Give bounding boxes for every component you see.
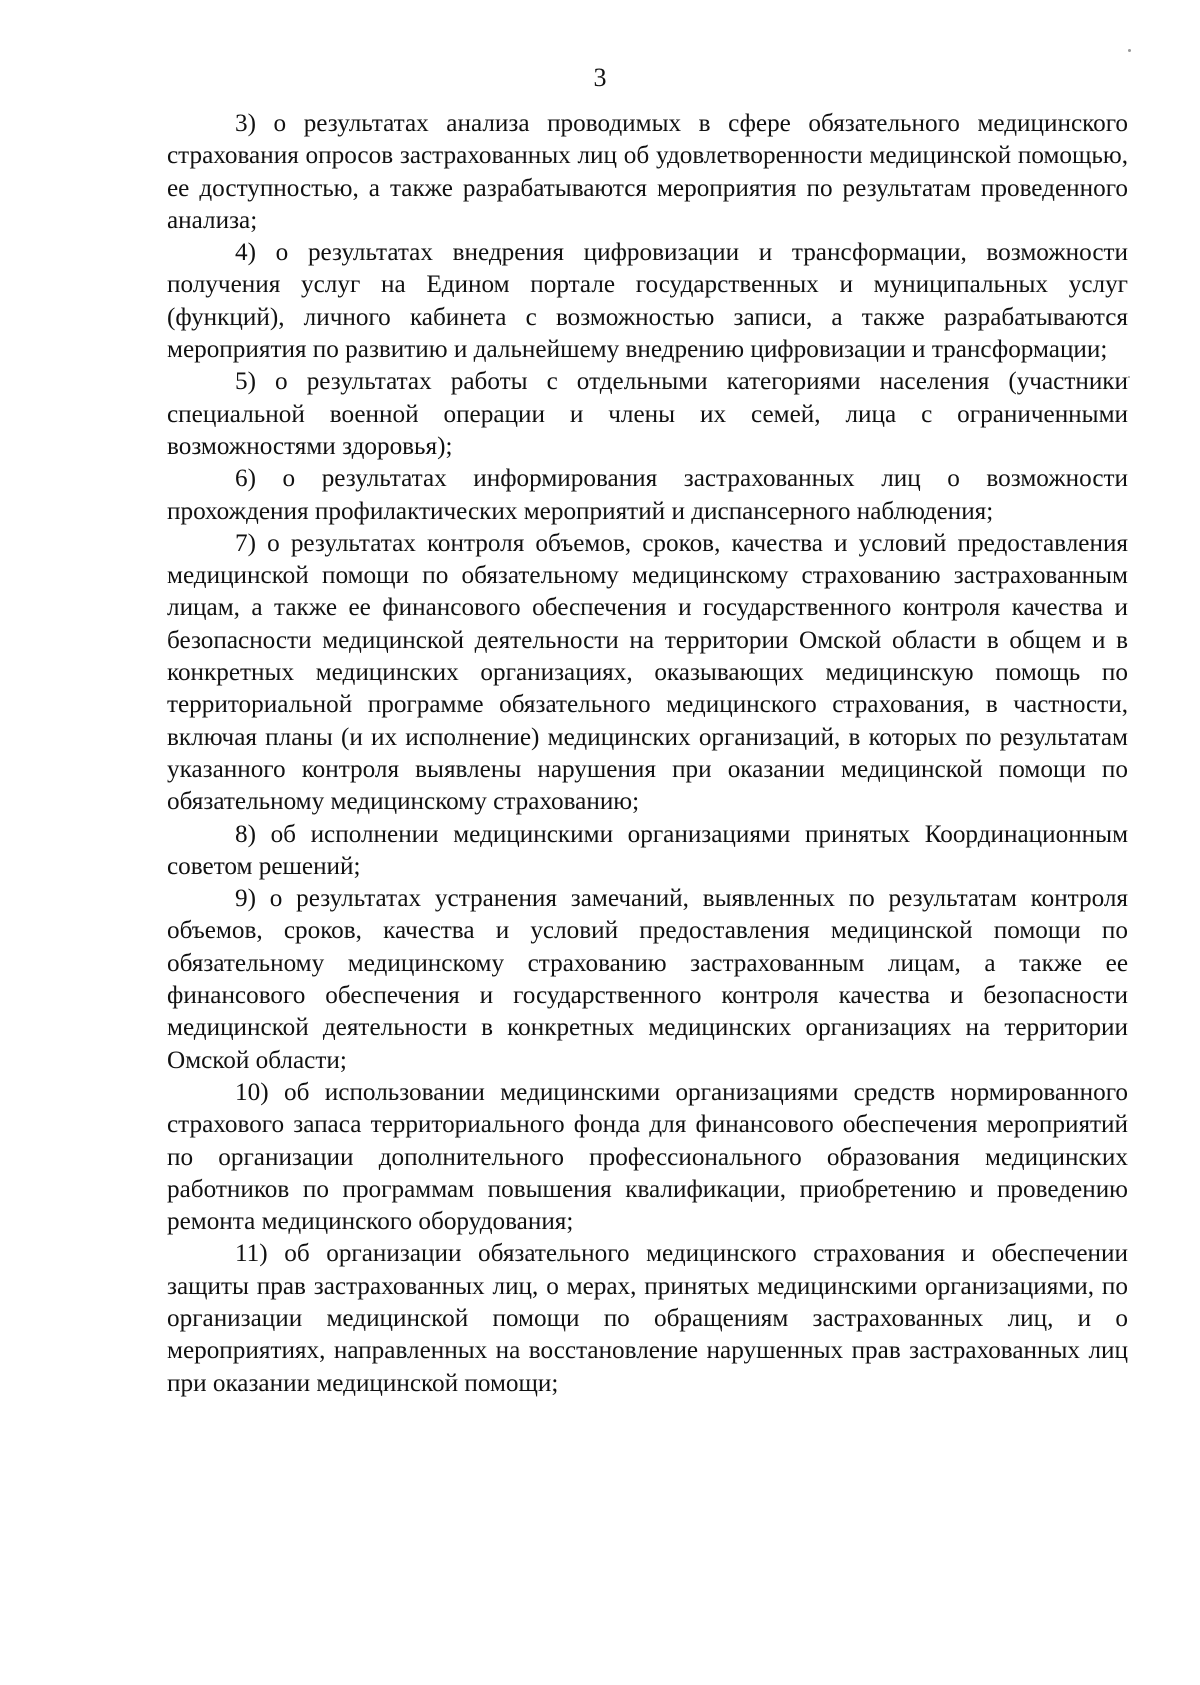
item-text: результатах внедрения цифровизации и трансформации, возможности получения услуг на Едином портале государственных и муниципальных услуг (функций), личного кабинета с возможностью записи, а также разрабатываются мероприятия по развитию и дальнейшему внедрению цифровизации и трансформации; <box>167 239 1128 364</box>
item-text: использовании медицинскими организациями средств нормированного страхового запаса территориального фонда для финансового обеспечения мероприятий по организации дополнительного профессионального образования медицинских работников по программам повышения квалификации, приобретению и проведению ремонта медицинского оборудования; <box>167 1078 1129 1236</box>
item-text: результатах работы с отдельными категориями населения (участники специальной военной операции и члены их семей, лица с ограниченными возможностями здоровья); <box>167 368 1129 460</box>
document-body <box>167 108 1128 1400</box>
page-number: 3 <box>593 63 607 92</box>
scan-speck <box>1128 49 1131 52</box>
list-item <box>167 366 1128 463</box>
item-text: организации обязательного медицинского страхования и обеспечении защиты прав застрахованных лиц, о мерах, принятых медицинскими организациями, по организации медицинской помощи по обращениям застрахованных лиц, и о мероприятиях, направленных на восстановление нарушенных прав застрахованных лиц при оказании медицинской помощи; <box>167 1240 1128 1397</box>
item-marker: 6) о <box>235 465 296 493</box>
list-item <box>167 528 1128 819</box>
list-item <box>167 463 1128 528</box>
item-marker: 3) о <box>235 110 287 137</box>
item-marker: 11) об <box>235 1240 310 1268</box>
item-marker: 4) о <box>235 239 289 267</box>
item-text: исполнении медицинскими организациями принятых Координационным советом решений; <box>167 820 1129 880</box>
list-item <box>167 819 1128 884</box>
item-marker: 8) об <box>235 820 296 848</box>
list-item <box>167 1238 1128 1399</box>
scan-speck <box>1128 376 1130 378</box>
item-marker: 9) о <box>235 885 283 913</box>
list-item <box>167 883 1128 1077</box>
item-text: результатах контроля объемов, сроков, качества и условий предоставления медицинской помощи по обязательному медицинскому страхованию застрахованным лицам, а также ее финансового обеспечения и государственного контроля качества и безопасности медицинской деятельности на территории Омской области в общем и в конкретных медицинских организациях, оказывающих медицинскую помощь по территориальной программе обязательного медицинского страхования, в частности, включая планы (и их исполнение) медицинских организаций, в которых по результатам указанного контроля выявлены нарушения при оказании медицинской помощи по обязательному медицинскому страхованию; <box>167 529 1129 816</box>
list-item <box>167 108 1128 237</box>
item-marker: 10) об <box>235 1078 310 1106</box>
item-text: результатах анализа проводимых в сфере обязательного медицинского страхования опросов застрахованных лиц об удовлетворенности медицинской помощью, ее доступностью, а также разрабатываются мероприятия по результатам проведенного анализа; <box>167 110 1128 234</box>
item-marker: 7) о <box>235 529 280 557</box>
list-item <box>167 1077 1128 1238</box>
item-text: результатах информирования застрахованных лиц о возможности прохождения профилактических мероприятий и диспансерного наблюдения; <box>167 465 1129 525</box>
list-item <box>167 237 1128 366</box>
item-text: результатах устранения замечаний, выявленных по результатам контроля объемов, сроков, качества и условий предоставления медицинской помощи по обязательному медицинскому страхованию застрахованным лицам, а также ее финансового обеспечения и государственного контроля качества и безопасности медицинской деятельности в конкретных медицинских организациях на территории Омской области; <box>167 885 1129 1074</box>
item-marker: 5) о <box>235 368 288 396</box>
